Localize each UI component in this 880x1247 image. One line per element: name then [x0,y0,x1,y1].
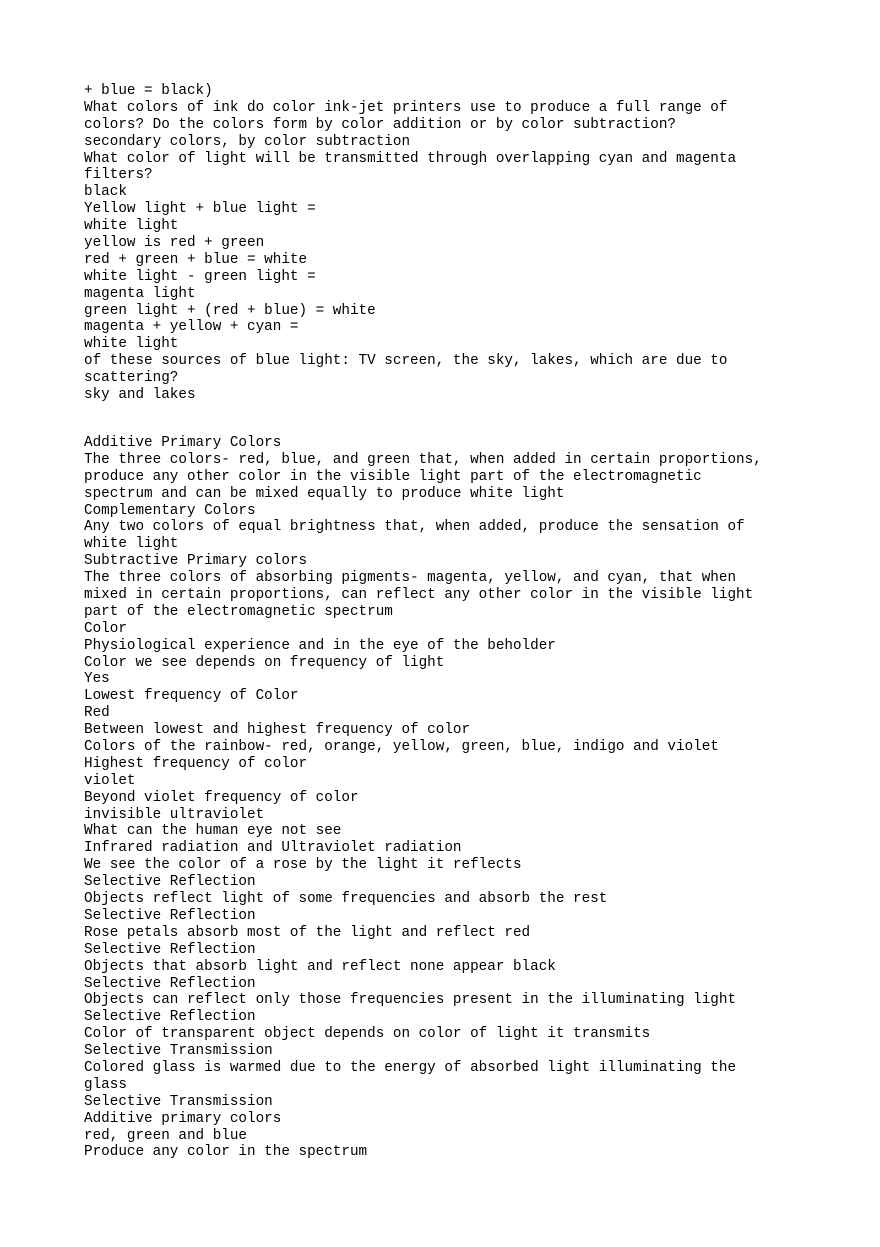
text-line: sky and lakes [84,387,196,404]
text-line: red + green + blue = white [84,251,308,268]
text-line: Selective Reflection [84,907,256,924]
text-line: glass [84,1076,127,1093]
text-line: Lowest frequency of Color [84,688,299,705]
text-line: magenta + yellow + cyan = [84,319,299,336]
text-line: green light + (red + blue) = white [84,302,376,319]
text-line: What can the human eye not see [84,823,342,840]
text-line: red, green and blue [84,1127,248,1144]
text-line: Selective Reflection [84,975,256,992]
text-line: white light - green light = [84,268,316,285]
text-line: spectrum and can be mixed equally to produce white light [84,485,565,502]
text-line: produce any other color in the visible light part of the electromagnetic [84,468,702,485]
text-line: Highest frequency of color [84,755,308,772]
text-line: Complementary Colors [84,502,256,519]
text-line: What colors of ink do color ink-jet printers use to produce a full range of [84,99,728,116]
text-line: Objects that absorb light and reflect none appear black [84,958,556,975]
text-line: Selective Reflection [84,874,256,891]
text-line: Additive primary colors [84,1110,282,1127]
text-block-questions [84,83,804,404]
text-line: of these sources of blue light: TV screen, the sky, lakes, which are due to [84,353,728,370]
text-line: Selective Transmission [84,1093,273,1110]
text-line: Between lowest and highest frequency of color [84,722,471,739]
text-line: The three colors of absorbing pigments- magenta, yellow, and cyan, that when [84,570,737,587]
text-line: Color of transparent object depends on color of light it transmits [84,1026,651,1043]
text-line: Yes [84,671,110,688]
text-line: Selective Reflection [84,1009,256,1026]
text-line: The three colors- red, blue, and green that, when added in certain proportions, [84,451,762,468]
text-block-terms [84,435,804,1161]
text-line: What color of light will be transmitted through overlapping cyan and magenta [84,150,737,167]
text-line: + blue = black) [84,83,213,99]
text-line: black [84,184,127,201]
text-line: Colored glass is warmed due to the energy of absorbed light illuminating the [84,1059,737,1076]
text-line: Rose petals absorb most of the light and reflect red [84,924,531,941]
text-line: Additive Primary Colors [84,435,282,451]
text-line: Objects can reflect only those frequencies present in the illuminating light [84,992,737,1009]
text-line: Produce any color in the spectrum [84,1144,368,1161]
text-line: filters? [84,167,153,184]
text-line: white light [84,218,179,235]
text-line: secondary colors, by color subtraction [84,133,411,150]
text-line: magenta light [84,285,196,302]
text-line: Infrared radiation and Ultraviolet radiation [84,840,462,857]
text-line: violet [84,772,136,789]
text-line: scattering? [84,370,179,387]
text-line: Selective Transmission [84,1043,273,1060]
text-line: Color we see depends on frequency of light [84,654,445,671]
text-line: We see the color of a rose by the light it reflects [84,857,522,874]
text-line: invisible ultraviolet [84,806,265,823]
text-line: colors? Do the colors form by color addition or by color subtraction? [84,116,676,133]
text-line: part of the electromagnetic spectrum [84,603,393,620]
text-line: Yellow light + blue light = [84,201,316,218]
text-line: white light [84,336,179,353]
text-line: yellow is red + green [84,235,265,252]
text-line: Any two colors of equal brightness that, when added, produce the sensation of [84,519,745,536]
text-line: Objects reflect light of some frequencies and absorb the rest [84,891,608,908]
text-line: white light [84,536,179,553]
text-line: Beyond violet frequency of color [84,789,359,806]
text-line: mixed in certain proportions, can reflect any other color in the visible light [84,587,754,604]
text-line: Subtractive Primary colors [84,553,308,570]
text-line: Color [84,620,127,637]
text-line: Physiological experience and in the eye of the beholder [84,637,556,654]
text-line: Colors of the rainbow- red, orange, yellow, green, blue, indigo and violet [84,739,719,756]
text-line: Selective Reflection [84,941,256,958]
text-line: Red [84,705,110,722]
